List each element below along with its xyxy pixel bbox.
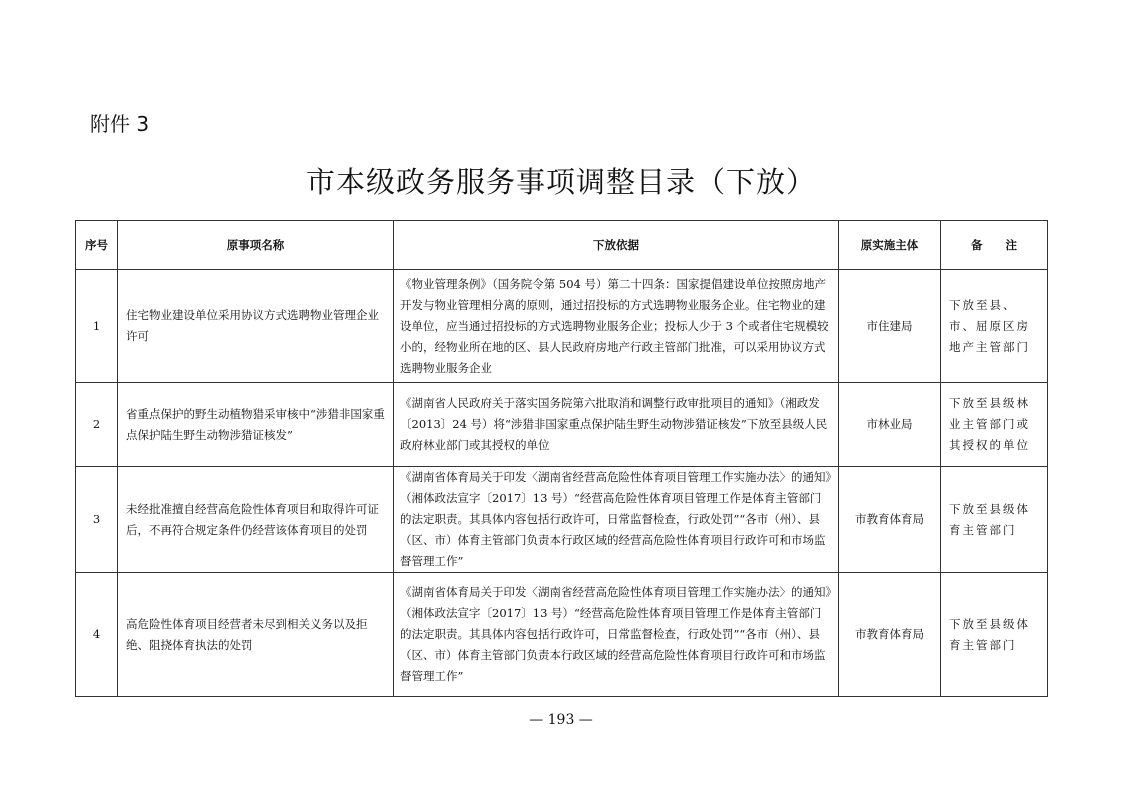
header-no: 序号 bbox=[76, 221, 118, 270]
table-row bbox=[76, 270, 1048, 383]
cell-note: 下放至县级林业主管部门或其授权的单位 bbox=[941, 383, 1048, 467]
table-row bbox=[76, 383, 1048, 467]
cell-note: 下放至县级体育主管部门 bbox=[941, 573, 1048, 697]
table-row bbox=[76, 573, 1048, 697]
cell-basis: 《湖南省体育局关于印发〈湖南省经营高危险性体育项目管理工作实施办法〉的通知》（湘体政法宣字〔2017〕13 号）“经营高危险性体育项目管理工作是体育主管部门的法定职责。其具体内容包括行政许可，日常监督检查，行政处罚”“各市（州）、县（区、市）体育主管部门负责本行政区域的经营高危险性体育项目行政许可和市场监督管理工作” bbox=[394, 573, 839, 697]
cell-note: 下放至县级体育主管部门 bbox=[941, 467, 1048, 573]
cell-no: 1 bbox=[76, 270, 118, 383]
table-row bbox=[76, 467, 1048, 573]
header-note: 备 注 bbox=[941, 221, 1048, 270]
cell-basis: 《湖南省体育局关于印发〈湖南省经营高危险性体育项目管理工作实施办法〉的通知》（湘体政法宣字〔2017〕13 号）“经营高危险性体育项目管理工作是体育主管部门的法定职责。其具体内容包括行政许可，日常监督检查，行政处罚”“各市（州）、县（区、市）体育主管部门负责本行政区域的经营高危险性体育项目行政许可和市场监督管理工作” bbox=[394, 467, 839, 573]
cell-no: 2 bbox=[76, 383, 118, 467]
cell-name: 未经批准擅自经营高危险性体育项目和取得许可证后，不再符合规定条件仍经营该体育项目的处罚 bbox=[118, 467, 394, 573]
cell-basis: 《湖南省人民政府关于落实国务院第六批取消和调整行政审批项目的通知》（湘政发〔2013〕24 号）将“涉猎非国家重点保护陆生野生动物涉猎证核发”下放至县级人民政府林业部门或其授权的单位 bbox=[394, 383, 839, 467]
page-number: — 193 — bbox=[529, 712, 593, 728]
cell-body: 市教育体育局 bbox=[839, 573, 941, 697]
cell-name: 省重点保护的野生动植物猎采审核中“涉猎非国家重点保护陆生野生动物涉猎证核发” bbox=[118, 383, 394, 467]
cell-body: 市教育体育局 bbox=[839, 467, 941, 573]
header-name: 原事项名称 bbox=[118, 221, 394, 270]
attachment-label: 附件 3 bbox=[90, 112, 150, 136]
cell-name: 高危险性体育项目经营者未尽到相关义务以及拒绝、阻挠体育执法的处罚 bbox=[118, 573, 394, 697]
items-table bbox=[75, 220, 1048, 697]
cell-no: 4 bbox=[76, 573, 118, 697]
header-basis: 下放依据 bbox=[394, 221, 839, 270]
cell-body: 市住建局 bbox=[839, 270, 941, 383]
cell-note: 下放至县、市、屈原区房地产主管部门 bbox=[941, 270, 1048, 383]
cell-no: 3 bbox=[76, 467, 118, 573]
page-title: 市本级政务服务事项调整目录（下放） bbox=[305, 165, 816, 199]
cell-body: 市林业局 bbox=[839, 383, 941, 467]
cell-basis: 《物业管理条例》（国务院令第 504 号）第二十四条：国家提倡建设单位按照房地产开发与物业管理相分离的原则，通过招投标的方式选聘物业服务企业。住宅物业的建设单位，应当通过招投标的方式选聘物业服务企业；投标人少于 3 个或者住宅规模较小的，经物业所在地的区、县人民政府房地产行政主管部门批准，可以采用协议方式选聘物业服务企业 bbox=[394, 270, 839, 383]
table-header-row bbox=[76, 221, 1048, 270]
cell-name: 住宅物业建设单位采用协议方式选聘物业管理企业许可 bbox=[118, 270, 394, 383]
header-body: 原实施主体 bbox=[839, 221, 941, 270]
